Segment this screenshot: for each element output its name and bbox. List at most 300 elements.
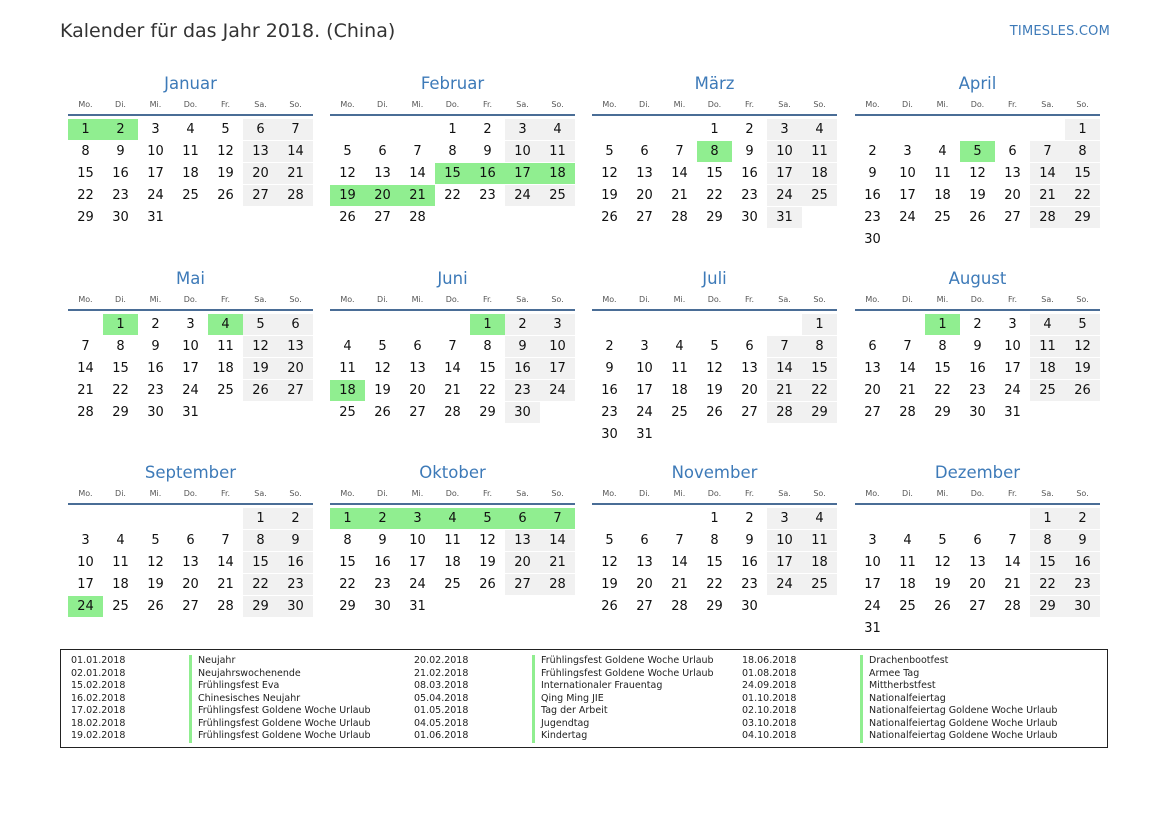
day-cell[interactable]: 20 xyxy=(864,383,881,398)
day-cell[interactable]: 14 xyxy=(278,141,313,162)
day-cell[interactable]: 8 xyxy=(116,339,125,354)
day-cell[interactable]: 28 xyxy=(77,405,94,420)
day-cell[interactable]: 30 xyxy=(1065,596,1100,617)
day-cell[interactable]: 17 xyxy=(1004,361,1021,376)
day-cell[interactable]: 15 xyxy=(435,163,470,184)
day-cell[interactable]: 13 xyxy=(409,361,426,376)
day-cell[interactable]: 11 xyxy=(339,361,356,376)
day-cell[interactable]: 9 xyxy=(745,533,754,548)
day-cell[interactable]: 31 xyxy=(409,599,426,614)
day-cell[interactable]: 9 xyxy=(1065,530,1100,551)
day-cell[interactable]: 13 xyxy=(969,555,986,570)
day-cell[interactable]: 8 xyxy=(1030,530,1065,551)
day-cell[interactable]: 2 xyxy=(483,122,492,137)
day-cell[interactable]: 3 xyxy=(151,122,160,137)
day-cell[interactable]: 10 xyxy=(1004,339,1021,354)
day-cell[interactable]: 27 xyxy=(636,599,653,614)
day-cell[interactable]: 30 xyxy=(374,599,391,614)
day-cell[interactable]: 28 xyxy=(767,402,802,423)
day-cell[interactable]: 5 xyxy=(1065,314,1100,335)
day-cell[interactable]: 16 xyxy=(112,166,129,181)
day-cell[interactable]: 5 xyxy=(151,533,160,548)
day-cell[interactable]: 7 xyxy=(448,339,457,354)
day-cell[interactable]: 24 xyxy=(767,574,802,595)
day-cell[interactable]: 1 xyxy=(470,314,505,335)
day-cell[interactable]: 11 xyxy=(182,144,199,159)
day-cell[interactable]: 14 xyxy=(444,361,461,376)
day-cell[interactable]: 28 xyxy=(1004,599,1021,614)
day-cell[interactable]: 21 xyxy=(444,383,461,398)
day-cell[interactable]: 4 xyxy=(208,314,243,335)
day-cell[interactable]: 28 xyxy=(899,405,916,420)
day-cell[interactable]: 16 xyxy=(969,361,986,376)
day-cell[interactable]: 24 xyxy=(68,596,103,617)
day-cell[interactable]: 10 xyxy=(147,144,164,159)
day-cell[interactable]: 23 xyxy=(112,188,129,203)
day-cell[interactable]: 1 xyxy=(1065,119,1100,140)
day-cell[interactable]: 8 xyxy=(81,144,90,159)
day-cell[interactable]: 29 xyxy=(1030,596,1065,617)
day-cell[interactable]: 18 xyxy=(934,188,951,203)
day-cell[interactable]: 25 xyxy=(182,188,199,203)
day-cell[interactable]: 12 xyxy=(601,555,618,570)
day-cell[interactable]: 4 xyxy=(938,144,947,159)
day-cell[interactable]: 20 xyxy=(1004,188,1021,203)
day-cell[interactable]: 19 xyxy=(330,185,365,206)
day-cell[interactable]: 3 xyxy=(186,317,195,332)
day-cell[interactable]: 27 xyxy=(278,380,313,401)
day-cell[interactable]: 4 xyxy=(343,339,352,354)
day-cell[interactable]: 1 xyxy=(103,314,138,335)
day-cell[interactable]: 19 xyxy=(479,555,496,570)
day-cell[interactable]: 17 xyxy=(636,383,653,398)
day-cell[interactable]: 27 xyxy=(243,185,278,206)
day-cell[interactable]: 7 xyxy=(413,144,422,159)
day-cell[interactable]: 16 xyxy=(601,383,618,398)
day-cell[interactable]: 6 xyxy=(243,119,278,140)
day-cell[interactable]: 30 xyxy=(741,210,758,225)
day-cell[interactable]: 21 xyxy=(671,188,688,203)
day-cell[interactable]: 6 xyxy=(278,314,313,335)
day-cell[interactable]: 21 xyxy=(1030,185,1065,206)
day-cell[interactable]: 25 xyxy=(540,185,575,206)
day-cell[interactable]: 9 xyxy=(605,361,614,376)
day-cell[interactable]: 15 xyxy=(934,361,951,376)
day-cell[interactable]: 16 xyxy=(864,188,881,203)
day-cell[interactable]: 24 xyxy=(540,380,575,401)
day-cell[interactable]: 7 xyxy=(903,339,912,354)
day-cell[interactable]: 6 xyxy=(413,339,422,354)
day-cell[interactable]: 22 xyxy=(479,383,496,398)
day-cell[interactable]: 2 xyxy=(745,511,754,526)
day-cell[interactable]: 3 xyxy=(505,119,540,140)
day-cell[interactable]: 2 xyxy=(278,508,313,529)
day-cell[interactable]: 10 xyxy=(899,166,916,181)
day-cell[interactable]: 31 xyxy=(182,405,199,420)
day-cell[interactable]: 27 xyxy=(505,574,540,595)
day-cell[interactable]: 19 xyxy=(217,166,234,181)
day-cell[interactable]: 8 xyxy=(243,530,278,551)
day-cell[interactable]: 25 xyxy=(339,405,356,420)
day-cell[interactable]: 17 xyxy=(147,166,164,181)
day-cell[interactable]: 29 xyxy=(706,599,723,614)
day-cell[interactable]: 16 xyxy=(374,555,391,570)
day-cell[interactable]: 31 xyxy=(1004,405,1021,420)
day-cell[interactable]: 10 xyxy=(767,530,802,551)
day-cell[interactable]: 9 xyxy=(973,339,982,354)
day-cell[interactable]: 29 xyxy=(243,596,278,617)
day-cell[interactable]: 30 xyxy=(601,427,618,442)
day-cell[interactable]: 26 xyxy=(243,380,278,401)
day-cell[interactable]: 24 xyxy=(409,577,426,592)
day-cell[interactable]: 14 xyxy=(77,361,94,376)
day-cell[interactable]: 24 xyxy=(505,185,540,206)
day-cell[interactable]: 11 xyxy=(899,555,916,570)
day-cell[interactable]: 3 xyxy=(767,508,802,529)
day-cell[interactable]: 21 xyxy=(278,163,313,184)
day-cell[interactable]: 26 xyxy=(374,405,391,420)
day-cell[interactable]: 1 xyxy=(448,122,457,137)
day-cell[interactable]: 19 xyxy=(601,188,618,203)
day-cell[interactable]: 12 xyxy=(374,361,391,376)
day-cell[interactable]: 12 xyxy=(706,361,723,376)
day-cell[interactable]: 5 xyxy=(605,533,614,548)
day-cell[interactable]: 18 xyxy=(899,577,916,592)
day-cell[interactable]: 9 xyxy=(745,144,754,159)
day-cell[interactable]: 10 xyxy=(864,555,881,570)
day-cell[interactable]: 28 xyxy=(444,405,461,420)
day-cell[interactable]: 5 xyxy=(470,508,505,529)
day-cell[interactable]: 17 xyxy=(767,163,802,184)
day-cell[interactable]: 27 xyxy=(1004,210,1021,225)
day-cell[interactable]: 29 xyxy=(802,402,837,423)
day-cell[interactable]: 28 xyxy=(409,210,426,225)
day-cell[interactable]: 13 xyxy=(505,530,540,551)
day-cell[interactable]: 6 xyxy=(378,144,387,159)
day-cell[interactable]: 13 xyxy=(636,555,653,570)
day-cell[interactable]: 22 xyxy=(934,383,951,398)
day-cell[interactable]: 29 xyxy=(339,599,356,614)
day-cell[interactable]: 12 xyxy=(479,533,496,548)
day-cell[interactable]: 19 xyxy=(147,577,164,592)
day-cell[interactable]: 10 xyxy=(505,141,540,162)
day-cell[interactable]: 27 xyxy=(636,210,653,225)
day-cell[interactable]: 18 xyxy=(330,380,365,401)
day-cell[interactable]: 12 xyxy=(147,555,164,570)
day-cell[interactable]: 7 xyxy=(221,533,230,548)
day-cell[interactable]: 21 xyxy=(899,383,916,398)
day-cell[interactable]: 24 xyxy=(767,185,802,206)
day-cell[interactable]: 4 xyxy=(903,533,912,548)
day-cell[interactable]: 17 xyxy=(899,188,916,203)
day-cell[interactable]: 21 xyxy=(1004,577,1021,592)
day-cell[interactable]: 14 xyxy=(217,555,234,570)
day-cell[interactable]: 6 xyxy=(186,533,195,548)
day-cell[interactable]: 15 xyxy=(339,555,356,570)
day-cell[interactable]: 12 xyxy=(934,555,951,570)
day-cell[interactable]: 26 xyxy=(969,210,986,225)
day-cell[interactable]: 26 xyxy=(147,599,164,614)
day-cell[interactable]: 8 xyxy=(697,141,732,162)
day-cell[interactable]: 7 xyxy=(81,339,90,354)
day-cell[interactable]: 22 xyxy=(77,188,94,203)
day-cell[interactable]: 23 xyxy=(1065,574,1100,595)
day-cell[interactable]: 5 xyxy=(243,314,278,335)
day-cell[interactable]: 25 xyxy=(802,574,837,595)
day-cell[interactable]: 18 xyxy=(802,552,837,573)
day-cell[interactable]: 31 xyxy=(147,210,164,225)
day-cell[interactable]: 30 xyxy=(112,210,129,225)
day-cell[interactable]: 12 xyxy=(339,166,356,181)
day-cell[interactable]: 28 xyxy=(1030,207,1065,228)
day-cell[interactable]: 19 xyxy=(374,383,391,398)
day-cell[interactable]: 20 xyxy=(741,383,758,398)
day-cell[interactable]: 15 xyxy=(1065,163,1100,184)
day-cell[interactable]: 26 xyxy=(934,599,951,614)
day-cell[interactable]: 27 xyxy=(864,405,881,420)
day-cell[interactable]: 27 xyxy=(409,405,426,420)
day-cell[interactable]: 10 xyxy=(767,141,802,162)
day-cell[interactable]: 3 xyxy=(640,339,649,354)
day-cell[interactable]: 20 xyxy=(505,552,540,573)
day-cell[interactable]: 7 xyxy=(675,144,684,159)
day-cell[interactable]: 30 xyxy=(278,596,313,617)
day-cell[interactable]: 18 xyxy=(540,163,575,184)
day-cell[interactable]: 27 xyxy=(182,599,199,614)
site-link[interactable]: TIMESLES.COM xyxy=(1009,24,1110,39)
day-cell[interactable]: 12 xyxy=(601,166,618,181)
day-cell[interactable]: 30 xyxy=(147,405,164,420)
day-cell[interactable]: 8 xyxy=(483,339,492,354)
day-cell[interactable]: 4 xyxy=(435,508,470,529)
day-cell[interactable]: 21 xyxy=(767,380,802,401)
day-cell[interactable]: 11 xyxy=(112,555,129,570)
day-cell[interactable]: 29 xyxy=(1065,207,1100,228)
day-cell[interactable]: 25 xyxy=(671,405,688,420)
day-cell[interactable]: 19 xyxy=(706,383,723,398)
day-cell[interactable]: 30 xyxy=(505,402,540,423)
day-cell[interactable]: 3 xyxy=(767,119,802,140)
day-cell[interactable]: 24 xyxy=(864,599,881,614)
day-cell[interactable]: 22 xyxy=(243,574,278,595)
day-cell[interactable]: 9 xyxy=(116,144,125,159)
day-cell[interactable]: 31 xyxy=(864,621,881,636)
day-cell[interactable]: 25 xyxy=(1030,380,1065,401)
day-cell[interactable]: 12 xyxy=(243,336,278,357)
day-cell[interactable]: 1 xyxy=(802,314,837,335)
day-cell[interactable]: 23 xyxy=(147,383,164,398)
day-cell[interactable]: 24 xyxy=(182,383,199,398)
day-cell[interactable]: 19 xyxy=(243,358,278,379)
day-cell[interactable]: 31 xyxy=(767,207,802,228)
day-cell[interactable]: 5 xyxy=(960,141,995,162)
day-cell[interactable]: 10 xyxy=(409,533,426,548)
day-cell[interactable]: 11 xyxy=(671,361,688,376)
day-cell[interactable]: 6 xyxy=(868,339,877,354)
day-cell[interactable]: 8 xyxy=(802,336,837,357)
day-cell[interactable]: 26 xyxy=(217,188,234,203)
day-cell[interactable]: 2 xyxy=(868,144,877,159)
day-cell[interactable]: 21 xyxy=(400,185,435,206)
day-cell[interactable]: 8 xyxy=(1065,141,1100,162)
day-cell[interactable]: 23 xyxy=(741,577,758,592)
day-cell[interactable]: 8 xyxy=(710,533,719,548)
day-cell[interactable]: 21 xyxy=(540,552,575,573)
day-cell[interactable]: 10 xyxy=(182,339,199,354)
day-cell[interactable]: 31 xyxy=(636,427,653,442)
day-cell[interactable]: 30 xyxy=(969,405,986,420)
day-cell[interactable]: 17 xyxy=(409,555,426,570)
day-cell[interactable]: 12 xyxy=(217,144,234,159)
day-cell[interactable]: 27 xyxy=(741,405,758,420)
day-cell[interactable]: 16 xyxy=(1065,552,1100,573)
day-cell[interactable]: 20 xyxy=(969,577,986,592)
day-cell[interactable]: 2 xyxy=(103,119,138,140)
day-cell[interactable]: 25 xyxy=(112,599,129,614)
day-cell[interactable]: 4 xyxy=(802,508,837,529)
day-cell[interactable]: 5 xyxy=(605,144,614,159)
day-cell[interactable]: 11 xyxy=(217,339,234,354)
day-cell[interactable]: 20 xyxy=(243,163,278,184)
day-cell[interactable]: 20 xyxy=(365,185,400,206)
day-cell[interactable]: 23 xyxy=(969,383,986,398)
day-cell[interactable]: 18 xyxy=(444,555,461,570)
day-cell[interactable]: 10 xyxy=(540,336,575,357)
day-cell[interactable]: 8 xyxy=(343,533,352,548)
day-cell[interactable]: 28 xyxy=(217,599,234,614)
day-cell[interactable]: 28 xyxy=(540,574,575,595)
day-cell[interactable]: 7 xyxy=(540,508,575,529)
day-cell[interactable]: 24 xyxy=(1004,383,1021,398)
day-cell[interactable]: 5 xyxy=(378,339,387,354)
day-cell[interactable]: 22 xyxy=(444,188,461,203)
day-cell[interactable]: 2 xyxy=(365,508,400,529)
day-cell[interactable]: 17 xyxy=(540,358,575,379)
day-cell[interactable]: 8 xyxy=(448,144,457,159)
day-cell[interactable]: 3 xyxy=(81,533,90,548)
day-cell[interactable]: 13 xyxy=(1004,166,1021,181)
day-cell[interactable]: 6 xyxy=(640,144,649,159)
day-cell[interactable]: 3 xyxy=(1008,317,1017,332)
day-cell[interactable]: 20 xyxy=(278,358,313,379)
day-cell[interactable]: 14 xyxy=(767,358,802,379)
day-cell[interactable]: 25 xyxy=(444,577,461,592)
day-cell[interactable]: 28 xyxy=(671,210,688,225)
day-cell[interactable]: 11 xyxy=(1030,336,1065,357)
day-cell[interactable]: 11 xyxy=(802,530,837,551)
day-cell[interactable]: 6 xyxy=(505,508,540,529)
day-cell[interactable]: 18 xyxy=(671,383,688,398)
day-cell[interactable]: 12 xyxy=(1065,336,1100,357)
day-cell[interactable]: 2 xyxy=(505,314,540,335)
day-cell[interactable]: 20 xyxy=(636,188,653,203)
day-cell[interactable]: 17 xyxy=(767,552,802,573)
day-cell[interactable]: 2 xyxy=(151,317,160,332)
day-cell[interactable]: 6 xyxy=(640,533,649,548)
day-cell[interactable]: 3 xyxy=(903,144,912,159)
day-cell[interactable]: 9 xyxy=(483,144,492,159)
day-cell[interactable]: 13 xyxy=(741,361,758,376)
day-cell[interactable]: 5 xyxy=(343,144,352,159)
day-cell[interactable]: 18 xyxy=(182,166,199,181)
day-cell[interactable]: 5 xyxy=(710,339,719,354)
day-cell[interactable]: 19 xyxy=(601,577,618,592)
day-cell[interactable]: 12 xyxy=(969,166,986,181)
day-cell[interactable]: 16 xyxy=(278,552,313,573)
day-cell[interactable]: 10 xyxy=(77,555,94,570)
day-cell[interactable]: 21 xyxy=(671,577,688,592)
day-cell[interactable]: 5 xyxy=(938,533,947,548)
day-cell[interactable]: 7 xyxy=(278,119,313,140)
day-cell[interactable]: 25 xyxy=(899,599,916,614)
day-cell[interactable]: 17 xyxy=(77,577,94,592)
day-cell[interactable]: 4 xyxy=(675,339,684,354)
day-cell[interactable]: 22 xyxy=(706,577,723,592)
day-cell[interactable]: 1 xyxy=(710,122,719,137)
day-cell[interactable]: 22 xyxy=(802,380,837,401)
day-cell[interactable]: 16 xyxy=(147,361,164,376)
day-cell[interactable]: 2 xyxy=(973,317,982,332)
day-cell[interactable]: 2 xyxy=(1065,508,1100,529)
day-cell[interactable]: 29 xyxy=(479,405,496,420)
day-cell[interactable]: 23 xyxy=(505,380,540,401)
day-cell[interactable]: 30 xyxy=(741,599,758,614)
day-cell[interactable]: 23 xyxy=(864,210,881,225)
day-cell[interactable]: 1 xyxy=(68,119,103,140)
day-cell[interactable]: 9 xyxy=(868,166,877,181)
day-cell[interactable]: 6 xyxy=(745,339,754,354)
day-cell[interactable]: 11 xyxy=(802,141,837,162)
day-cell[interactable]: 14 xyxy=(671,166,688,181)
day-cell[interactable]: 21 xyxy=(217,577,234,592)
day-cell[interactable]: 15 xyxy=(1030,552,1065,573)
day-cell[interactable]: 29 xyxy=(77,210,94,225)
day-cell[interactable]: 9 xyxy=(278,530,313,551)
day-cell[interactable]: 23 xyxy=(278,574,313,595)
day-cell[interactable]: 23 xyxy=(601,405,618,420)
day-cell[interactable]: 28 xyxy=(278,185,313,206)
day-cell[interactable]: 25 xyxy=(934,210,951,225)
day-cell[interactable]: 22 xyxy=(112,383,129,398)
day-cell[interactable]: 19 xyxy=(934,577,951,592)
day-cell[interactable]: 15 xyxy=(706,166,723,181)
day-cell[interactable]: 17 xyxy=(864,577,881,592)
day-cell[interactable]: 15 xyxy=(77,166,94,181)
day-cell[interactable]: 4 xyxy=(186,122,195,137)
day-cell[interactable]: 13 xyxy=(636,166,653,181)
day-cell[interactable]: 10 xyxy=(636,361,653,376)
day-cell[interactable]: 26 xyxy=(339,210,356,225)
day-cell[interactable]: 29 xyxy=(934,405,951,420)
day-cell[interactable]: 13 xyxy=(182,555,199,570)
day-cell[interactable]: 22 xyxy=(1065,185,1100,206)
day-cell[interactable]: 1 xyxy=(710,511,719,526)
day-cell[interactable]: 14 xyxy=(899,361,916,376)
day-cell[interactable]: 3 xyxy=(400,508,435,529)
day-cell[interactable]: 15 xyxy=(706,555,723,570)
day-cell[interactable]: 3 xyxy=(540,314,575,335)
day-cell[interactable]: 24 xyxy=(147,188,164,203)
day-cell[interactable]: 2 xyxy=(745,122,754,137)
day-cell[interactable]: 22 xyxy=(1030,574,1065,595)
day-cell[interactable]: 15 xyxy=(802,358,837,379)
day-cell[interactable]: 17 xyxy=(182,361,199,376)
day-cell[interactable]: 20 xyxy=(182,577,199,592)
day-cell[interactable]: 18 xyxy=(1030,358,1065,379)
day-cell[interactable]: 29 xyxy=(112,405,129,420)
day-cell[interactable]: 4 xyxy=(802,119,837,140)
day-cell[interactable]: 5 xyxy=(221,122,230,137)
